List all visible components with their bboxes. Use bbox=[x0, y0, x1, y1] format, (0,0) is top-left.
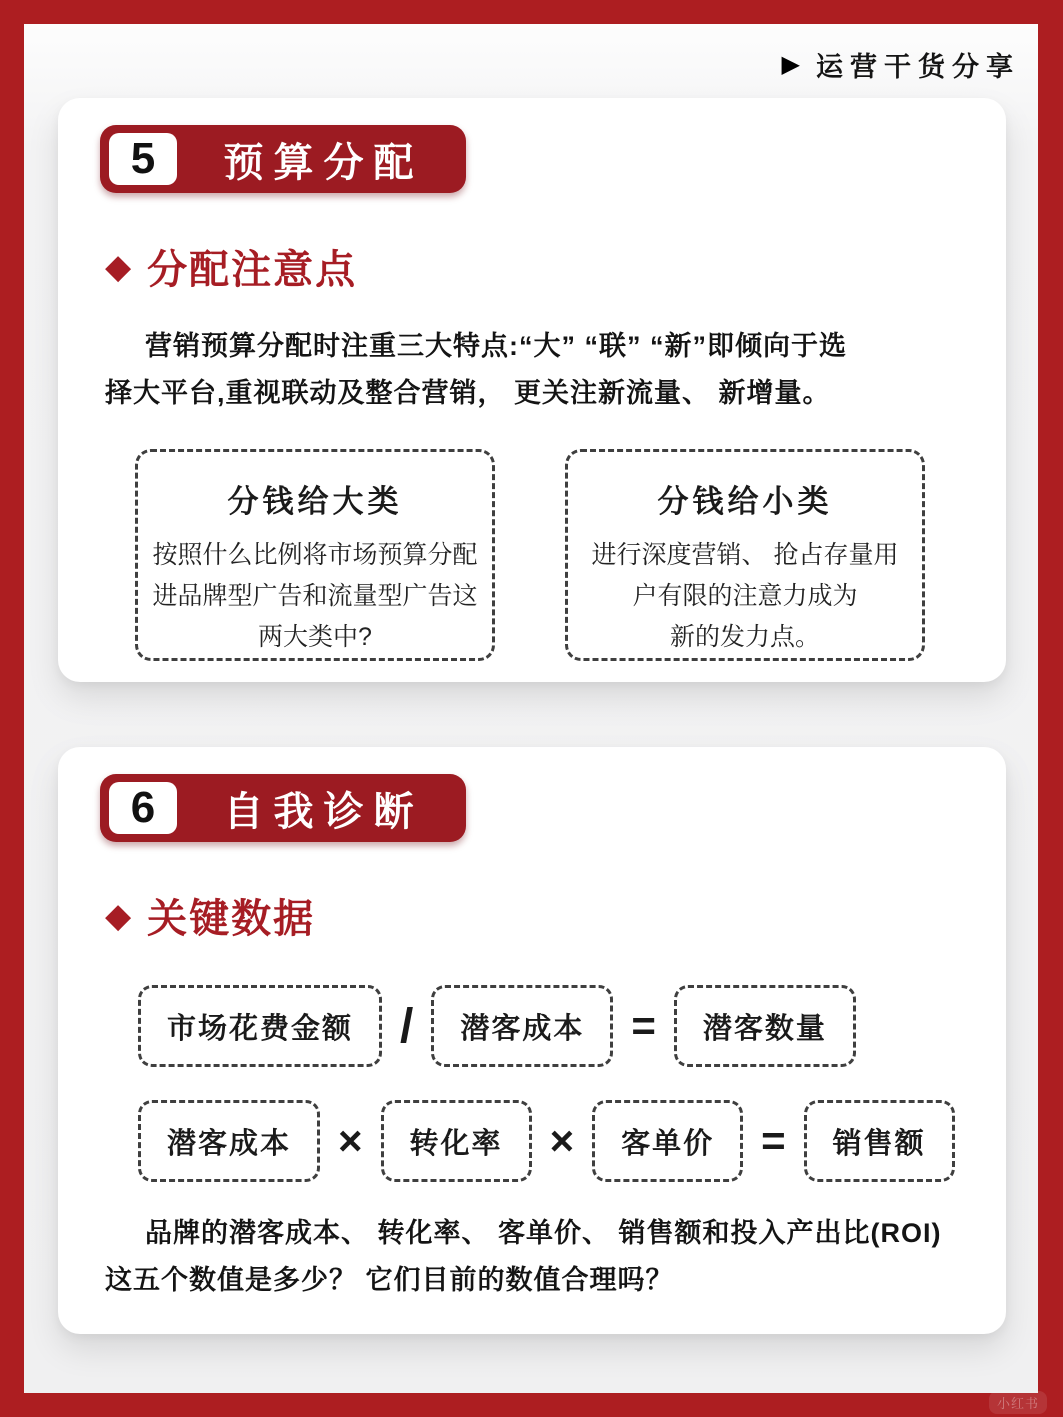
dashed-box-line: 进行深度营销、 抢占存量用 bbox=[591, 541, 899, 569]
subheading-text: 分配注意点 bbox=[147, 248, 358, 292]
body-line: 择大平台,重视联动及整合营销， 更关注新流量、 新增量。 bbox=[105, 378, 831, 408]
section-title: 自我诊断 bbox=[223, 789, 424, 834]
subheading-text: 关键数据 bbox=[147, 897, 316, 941]
dashed-box-body bbox=[138, 535, 492, 658]
formula-term: 潜客数量 bbox=[674, 985, 856, 1067]
section-title: 预算分配 bbox=[223, 140, 424, 185]
formula-term: 潜客成本 bbox=[431, 985, 613, 1067]
play-triangle-icon: ▶ bbox=[781, 50, 800, 78]
header-title: 运营干货分享 bbox=[816, 52, 1020, 82]
section-5-body bbox=[105, 323, 966, 417]
section-card-self-diagnosis bbox=[58, 747, 1006, 1334]
section-card-budget-allocation bbox=[58, 98, 1006, 682]
formula-row-sales bbox=[138, 1100, 966, 1182]
dashed-box-line: 两大类中? bbox=[258, 623, 372, 651]
dashed-box-title: 分钱给大类 bbox=[227, 484, 403, 519]
formula-term: 市场花费金额 bbox=[138, 985, 382, 1067]
formula-term: 潜客成本 bbox=[138, 1100, 320, 1182]
equals-operator: = bbox=[761, 1117, 786, 1164]
equals-operator: = bbox=[631, 1002, 656, 1049]
formula-row-leads bbox=[138, 985, 966, 1067]
watermark-badge: 小红书 bbox=[989, 1391, 1047, 1414]
diamond-icon: ◆ bbox=[105, 247, 132, 286]
dashed-box-big-category bbox=[135, 449, 495, 661]
subheading-key-data bbox=[105, 887, 966, 944]
dashed-box-title: 分钱给小类 bbox=[657, 484, 833, 519]
dashed-box-row bbox=[135, 449, 966, 661]
page-interior bbox=[24, 24, 1038, 1393]
multiply-operator: × bbox=[338, 1117, 363, 1164]
section-number: 5 bbox=[109, 133, 177, 185]
formula-term: 转化率 bbox=[381, 1100, 532, 1182]
dashed-box-line: 进品牌型广告和流量型广告这 bbox=[152, 582, 478, 610]
section-6-body bbox=[105, 1210, 966, 1304]
multiply-operator: × bbox=[549, 1117, 575, 1164]
section-6-badge bbox=[100, 774, 466, 842]
body-line: 营销预算分配时注重三大特点:“大” “联” “新”即倾向于选 bbox=[145, 331, 847, 361]
dashed-box-line: 新的发力点。 bbox=[669, 623, 820, 651]
section-5-badge bbox=[100, 125, 466, 193]
page-header bbox=[782, 45, 1020, 84]
section-number: 6 bbox=[109, 782, 177, 834]
dashed-box-small-category bbox=[565, 449, 925, 661]
subheading-allocation-points bbox=[105, 238, 966, 295]
diamond-icon: ◆ bbox=[105, 896, 132, 935]
dashed-box-line: 户有限的注意力成为 bbox=[632, 582, 858, 610]
divide-operator: / bbox=[400, 999, 414, 1053]
dashed-box-body bbox=[568, 535, 922, 658]
body-line: 这五个数值是多少？ 它们目前的数值合理吗？ bbox=[105, 1265, 674, 1295]
body-line: 品牌的潜客成本、 转化率、 客单价、 销售额和投入产出比(ROI) bbox=[145, 1218, 942, 1248]
dashed-box-line: 按照什么比例将市场预算分配 bbox=[152, 541, 478, 569]
formula-term: 客单价 bbox=[592, 1100, 743, 1182]
formula-term: 销售额 bbox=[804, 1100, 955, 1182]
